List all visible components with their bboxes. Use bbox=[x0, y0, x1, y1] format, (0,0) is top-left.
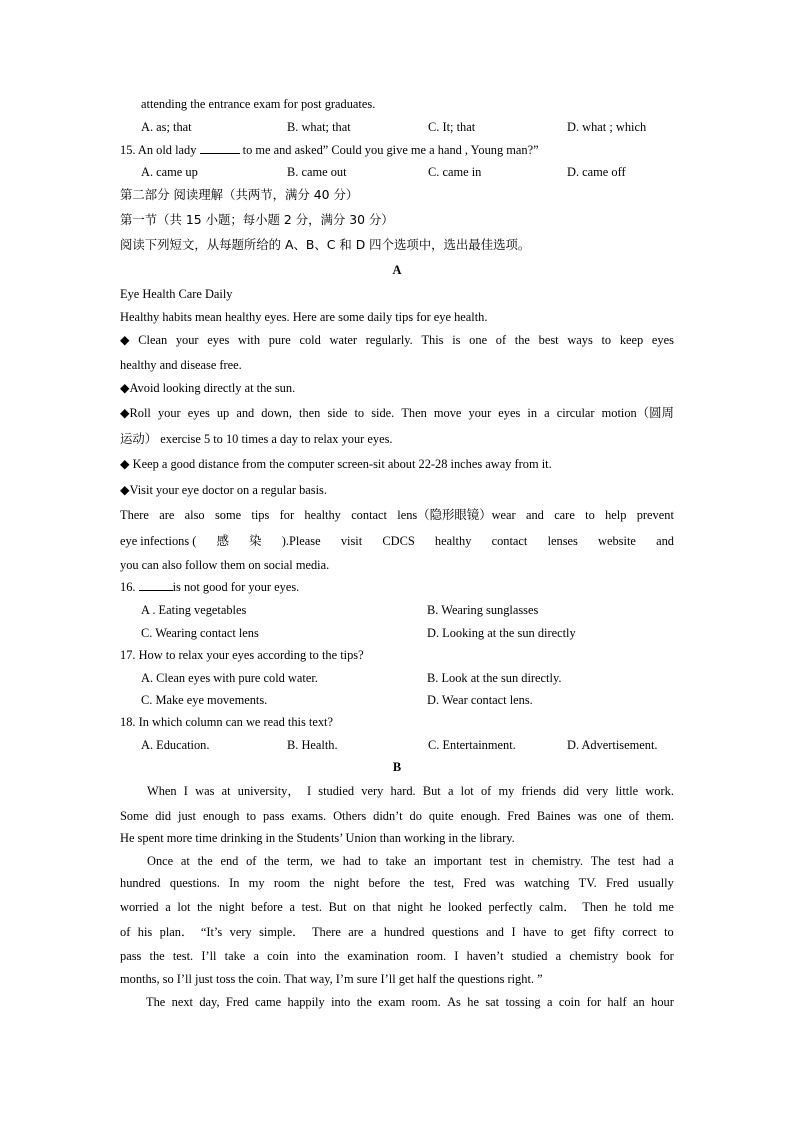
passage-a-letter: A bbox=[392, 263, 402, 277]
word: water bbox=[329, 333, 358, 347]
word: room bbox=[273, 876, 300, 890]
q14-option-a: A. as; that bbox=[141, 120, 192, 134]
word: plan． bbox=[159, 925, 194, 939]
q17-option-c: C. Make eye movements. bbox=[141, 693, 268, 707]
word: healthy bbox=[434, 534, 472, 548]
word: side bbox=[327, 406, 348, 420]
word: Clean bbox=[138, 333, 168, 347]
q16-option-c: C. Wearing contact lens bbox=[141, 626, 259, 640]
word: I’ll bbox=[201, 949, 217, 963]
word: sat bbox=[485, 995, 500, 1009]
word: little bbox=[615, 784, 639, 798]
word: night bbox=[333, 876, 360, 890]
q14-option-d: D. what ; which bbox=[567, 120, 647, 134]
word: at bbox=[221, 784, 231, 798]
word: enough. bbox=[460, 809, 501, 823]
q14-option-c: C. It; that bbox=[428, 120, 476, 134]
word: eyes bbox=[651, 333, 674, 347]
word: at bbox=[180, 854, 190, 868]
word: lot bbox=[460, 784, 474, 798]
word: told bbox=[632, 900, 653, 914]
word: eyes bbox=[187, 406, 210, 420]
passage-b-p1-line3: He spent more time drinking in the Students’ Union than working in the library. bbox=[120, 831, 515, 845]
word: one bbox=[603, 809, 622, 823]
word: had bbox=[642, 854, 661, 868]
word: contact bbox=[351, 508, 387, 522]
word: had bbox=[342, 854, 361, 868]
word: very bbox=[586, 784, 609, 798]
word: into bbox=[296, 949, 316, 963]
word: studied bbox=[511, 949, 548, 963]
q16-stem: 16. is not good for your eyes. bbox=[120, 580, 300, 594]
word: very bbox=[361, 784, 384, 798]
passage-b-p2-line4 bbox=[120, 924, 674, 940]
passage-b-p2-line2 bbox=[120, 875, 674, 891]
tip1-line2: healthy and disease free. bbox=[120, 358, 242, 372]
word: coin bbox=[267, 949, 289, 963]
word: TV. bbox=[578, 876, 597, 890]
word: circular bbox=[556, 406, 595, 420]
word: I bbox=[306, 784, 312, 798]
tip3-line2: 运动） exercise 5 to 10 times a day to relax your eyes. bbox=[120, 432, 393, 446]
word: perfectly bbox=[488, 900, 533, 914]
word: the bbox=[324, 949, 340, 963]
section1-title: 第一节（共 15 小题；每小题 2 分，满分 30 分） bbox=[120, 212, 394, 227]
word: of bbox=[120, 925, 131, 939]
word: When bbox=[147, 784, 177, 798]
word: But bbox=[328, 900, 347, 914]
word: me bbox=[658, 900, 674, 914]
word: Once bbox=[147, 854, 174, 868]
word: prevent bbox=[636, 508, 674, 522]
word: with bbox=[238, 333, 261, 347]
word: quite bbox=[428, 809, 454, 823]
answer-blank bbox=[139, 579, 173, 591]
word: I bbox=[511, 925, 516, 939]
word: a bbox=[370, 925, 377, 939]
word: them. bbox=[646, 809, 674, 823]
word: Some bbox=[120, 809, 149, 823]
word: book bbox=[626, 949, 652, 963]
word: didn’t bbox=[373, 809, 403, 823]
word: did bbox=[563, 784, 579, 798]
word: your bbox=[175, 333, 199, 347]
part2-title: 第二部分 阅读理解（共两节，满分 40 分） bbox=[120, 187, 359, 202]
word: next bbox=[171, 995, 193, 1009]
word: move bbox=[433, 406, 462, 420]
q14-option-b: B. what; that bbox=[287, 120, 351, 134]
word: test. bbox=[301, 900, 322, 914]
word: one bbox=[469, 333, 488, 347]
word: for bbox=[586, 995, 602, 1009]
word: university， bbox=[237, 784, 300, 798]
word: are bbox=[159, 508, 175, 522]
word: examination bbox=[347, 949, 409, 963]
q15-option-a: A. came up bbox=[141, 165, 198, 179]
word: was bbox=[195, 784, 215, 798]
word: an bbox=[414, 854, 426, 868]
word: to bbox=[585, 508, 595, 522]
q16-option-d: D. Looking at the sun directly bbox=[427, 626, 576, 640]
answer-blank bbox=[200, 142, 240, 154]
word: questions bbox=[431, 925, 479, 939]
word: in bbox=[527, 406, 538, 420]
word: take bbox=[224, 949, 246, 963]
word: to bbox=[246, 809, 257, 823]
word: But bbox=[422, 784, 441, 798]
word: motion（圆周 bbox=[601, 406, 674, 420]
word: his bbox=[137, 925, 153, 939]
passage-b-p1-line1 bbox=[147, 783, 674, 799]
word: exams. bbox=[291, 809, 327, 823]
word: Fred bbox=[605, 876, 629, 890]
word: As bbox=[447, 995, 461, 1009]
word: have bbox=[523, 925, 547, 939]
word: my bbox=[248, 876, 265, 890]
word: pure bbox=[268, 333, 291, 347]
q16-option-a: A . Eating vegetables bbox=[141, 603, 247, 617]
q15-option-d: D. came off bbox=[567, 165, 626, 179]
word: he bbox=[614, 900, 627, 914]
word: half bbox=[607, 995, 627, 1009]
word: and bbox=[486, 925, 504, 939]
word: happily bbox=[287, 995, 325, 1009]
word: lens（隐形眼镜）wear bbox=[397, 508, 516, 522]
word: lenses bbox=[547, 534, 578, 548]
word: of bbox=[628, 809, 640, 823]
passage-b-p2-line1 bbox=[147, 853, 674, 869]
extra-line3: you can also follow them on social media. bbox=[120, 558, 330, 572]
word: night bbox=[397, 900, 423, 914]
word: visit bbox=[340, 534, 363, 548]
word: This bbox=[421, 333, 444, 347]
passage-b-p1-line2 bbox=[120, 808, 674, 824]
word: in bbox=[514, 854, 525, 868]
word: and bbox=[656, 534, 674, 548]
word: pass bbox=[120, 949, 142, 963]
word: regularly. bbox=[365, 333, 413, 347]
q18-option-c: C. Entertainment. bbox=[428, 738, 516, 752]
word: and bbox=[525, 508, 544, 522]
word: of bbox=[480, 784, 492, 798]
q15-option-b: B. came out bbox=[287, 165, 347, 179]
word: a bbox=[289, 900, 295, 914]
word: then bbox=[299, 406, 321, 420]
word: take bbox=[385, 854, 407, 868]
word: eye infections ( bbox=[120, 534, 197, 548]
word: are bbox=[348, 925, 364, 939]
word: important bbox=[433, 854, 482, 868]
word: term, bbox=[287, 854, 313, 868]
word: There bbox=[311, 925, 341, 939]
word: a bbox=[165, 900, 171, 914]
extra-line2 bbox=[120, 533, 674, 549]
word: Baines bbox=[536, 809, 571, 823]
word: he bbox=[429, 900, 442, 914]
word: Fred bbox=[225, 995, 249, 1009]
passage-b-letter: B bbox=[392, 760, 402, 774]
word: questions. bbox=[169, 876, 220, 890]
word: hour bbox=[651, 995, 674, 1009]
word: test bbox=[617, 854, 635, 868]
word: on bbox=[353, 900, 366, 914]
word: 感 bbox=[216, 534, 229, 548]
word: tips bbox=[251, 508, 270, 522]
word: also bbox=[184, 508, 205, 522]
passage-a-title: Eye Health Care Daily bbox=[120, 287, 233, 301]
word: ways bbox=[567, 333, 593, 347]
passage-b-p2-line6: months, so I’ll just toss the coin. That way, I’m sure I’ll get half the questions right. ” bbox=[120, 972, 543, 986]
word: to bbox=[601, 333, 612, 347]
word: a bbox=[447, 784, 454, 798]
word: the bbox=[197, 900, 213, 914]
q17-option-a: A. Clean eyes with pure cold water. bbox=[141, 671, 318, 685]
word: side. bbox=[371, 406, 395, 420]
word: tossing bbox=[505, 995, 541, 1009]
word: ◆Roll bbox=[120, 406, 151, 420]
word: test. bbox=[172, 949, 194, 963]
q14-continuation: attending the entrance exam for post graduates. bbox=[141, 97, 376, 111]
q17-option-d: D. Wear contact lens. bbox=[427, 693, 533, 707]
word: I bbox=[183, 784, 188, 798]
word: came bbox=[255, 995, 282, 1009]
word: There bbox=[120, 508, 149, 522]
extra-line1 bbox=[120, 507, 674, 523]
word: hundred bbox=[383, 925, 425, 939]
word: very bbox=[229, 925, 252, 939]
word: to bbox=[553, 925, 564, 939]
word: haven’t bbox=[466, 949, 504, 963]
word: calm． bbox=[539, 900, 576, 914]
word: CDCS bbox=[382, 534, 415, 548]
word: help bbox=[605, 508, 627, 522]
q15-option-c: C. came in bbox=[428, 165, 482, 179]
word: 染 bbox=[249, 534, 262, 548]
word: the bbox=[356, 995, 372, 1009]
word: lot bbox=[177, 900, 191, 914]
instructions: 阅读下列短文，从每题所给的 A、B、C 和 D 四个选项中，选出最佳选项。 bbox=[120, 237, 531, 252]
word: correct bbox=[622, 925, 657, 939]
tip2: ◆Avoid looking directly at the sun. bbox=[120, 381, 296, 395]
tip3-line1 bbox=[120, 405, 674, 421]
word: pass bbox=[263, 809, 285, 823]
word: website bbox=[598, 534, 636, 548]
word: usually bbox=[637, 876, 674, 890]
word: chemistry. bbox=[531, 854, 583, 868]
word: to bbox=[368, 854, 379, 868]
word: before bbox=[368, 876, 401, 890]
word: into bbox=[331, 995, 351, 1009]
q18-option-b: B. Health. bbox=[287, 738, 338, 752]
q15-stem: 15. An old lady to me and asked” Could you give me a hand , Young man?” bbox=[120, 143, 539, 157]
word: down, bbox=[261, 406, 292, 420]
word: we bbox=[320, 854, 336, 868]
word: do bbox=[409, 809, 422, 823]
word: the bbox=[197, 854, 213, 868]
word: just bbox=[178, 809, 196, 823]
word: healthy bbox=[304, 508, 341, 522]
word: chemistry bbox=[569, 949, 619, 963]
word: he bbox=[467, 995, 479, 1009]
q17-stem: 17. How to relax your eyes according to the tips? bbox=[120, 648, 364, 662]
word: for bbox=[659, 949, 674, 963]
word: did bbox=[155, 809, 172, 823]
word: work. bbox=[645, 784, 674, 798]
word: to bbox=[354, 406, 365, 420]
word: day, bbox=[199, 995, 220, 1009]
word: an bbox=[633, 995, 645, 1009]
q17-option-b: B. Look at the sun directly. bbox=[427, 671, 562, 685]
word: the bbox=[264, 854, 280, 868]
word: hard. bbox=[390, 784, 416, 798]
word: Fred bbox=[463, 876, 487, 890]
q18-stem: 18. In which column can we read this text? bbox=[120, 715, 333, 729]
word: end bbox=[220, 854, 239, 868]
word: enough bbox=[202, 809, 240, 823]
word: Fred bbox=[507, 809, 530, 823]
word: keep bbox=[619, 333, 644, 347]
word: ◆ bbox=[120, 333, 130, 347]
word: the bbox=[409, 876, 425, 890]
word: your bbox=[468, 406, 492, 420]
word: to bbox=[664, 925, 674, 939]
word: hundred bbox=[120, 876, 161, 890]
passage-a-intro: Healthy habits mean healthy eyes. Here are some daily tips for eye health. bbox=[120, 310, 488, 324]
word: watching bbox=[523, 876, 570, 890]
passage-b-p2-line5 bbox=[120, 948, 674, 964]
word: some bbox=[214, 508, 242, 522]
word: for bbox=[279, 508, 295, 522]
word: before bbox=[251, 900, 283, 914]
word: my bbox=[498, 784, 515, 798]
word: the bbox=[514, 333, 530, 347]
word: Others bbox=[333, 809, 367, 823]
word: coin bbox=[558, 995, 581, 1009]
word: room. bbox=[411, 995, 441, 1009]
word: studied bbox=[318, 784, 355, 798]
word: test, bbox=[433, 876, 455, 890]
word: up bbox=[216, 406, 230, 420]
word: was bbox=[495, 876, 515, 890]
word: that bbox=[372, 900, 391, 914]
word: the bbox=[149, 949, 165, 963]
tip5: ◆Visit your eye doctor on a regular basis. bbox=[120, 483, 327, 497]
word: of bbox=[246, 854, 257, 868]
word: simple． bbox=[259, 925, 305, 939]
word: worried bbox=[120, 900, 159, 914]
word: get bbox=[570, 925, 587, 939]
word: is bbox=[452, 333, 461, 347]
word: cold bbox=[299, 333, 321, 347]
word: contact bbox=[491, 534, 528, 548]
word: was bbox=[577, 809, 597, 823]
word: a bbox=[546, 995, 553, 1009]
word: best bbox=[538, 333, 559, 347]
word: a bbox=[544, 406, 550, 420]
word: Then bbox=[582, 900, 608, 914]
word: “It’s bbox=[200, 925, 223, 939]
word: night bbox=[218, 900, 245, 914]
word: eyes bbox=[498, 406, 521, 420]
word: In bbox=[229, 876, 240, 890]
tip1-line1 bbox=[120, 332, 674, 348]
word: ).Please bbox=[281, 534, 321, 548]
q18-option-a: A. Education. bbox=[141, 738, 210, 752]
word: Then bbox=[401, 406, 427, 420]
word: friends bbox=[521, 784, 556, 798]
word: looked bbox=[448, 900, 482, 914]
word: a bbox=[253, 949, 259, 963]
word: and bbox=[236, 406, 255, 420]
passage-b-p3-line1 bbox=[146, 994, 674, 1010]
word: a bbox=[668, 854, 674, 868]
word: room. bbox=[416, 949, 447, 963]
word: test bbox=[489, 854, 507, 868]
word: The bbox=[146, 995, 166, 1009]
tip4: ◆ Keep a good distance from the computer screen-sit about 22-28 inches away from it. bbox=[120, 457, 552, 471]
word: care bbox=[554, 508, 575, 522]
word: eyes bbox=[207, 333, 230, 347]
word: of bbox=[495, 333, 507, 347]
word: a bbox=[555, 949, 562, 963]
word: The bbox=[590, 854, 610, 868]
word: the bbox=[309, 876, 325, 890]
word: fifty bbox=[593, 925, 615, 939]
word: exam bbox=[378, 995, 406, 1009]
q18-option-d: D. Advertisement. bbox=[567, 738, 658, 752]
word: I bbox=[454, 949, 459, 963]
word: your bbox=[157, 406, 181, 420]
q16-option-b: B. Wearing sunglasses bbox=[427, 603, 539, 617]
passage-b-p2-line3 bbox=[120, 899, 674, 915]
